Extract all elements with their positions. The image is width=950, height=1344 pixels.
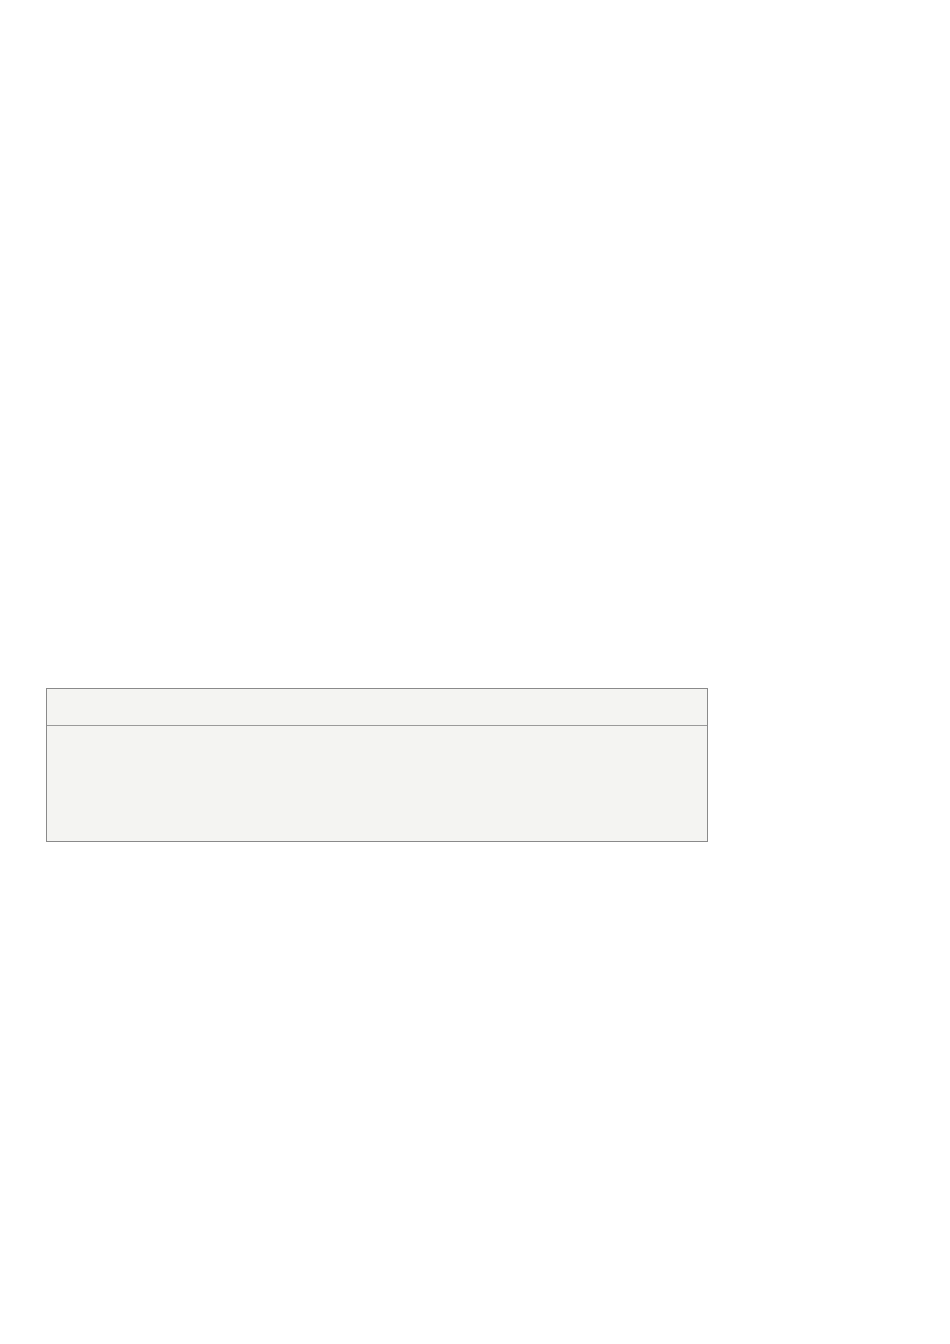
atomic-structure-table (46, 688, 708, 842)
table-header-row (47, 689, 707, 726)
table-diagram-row (47, 726, 707, 841)
